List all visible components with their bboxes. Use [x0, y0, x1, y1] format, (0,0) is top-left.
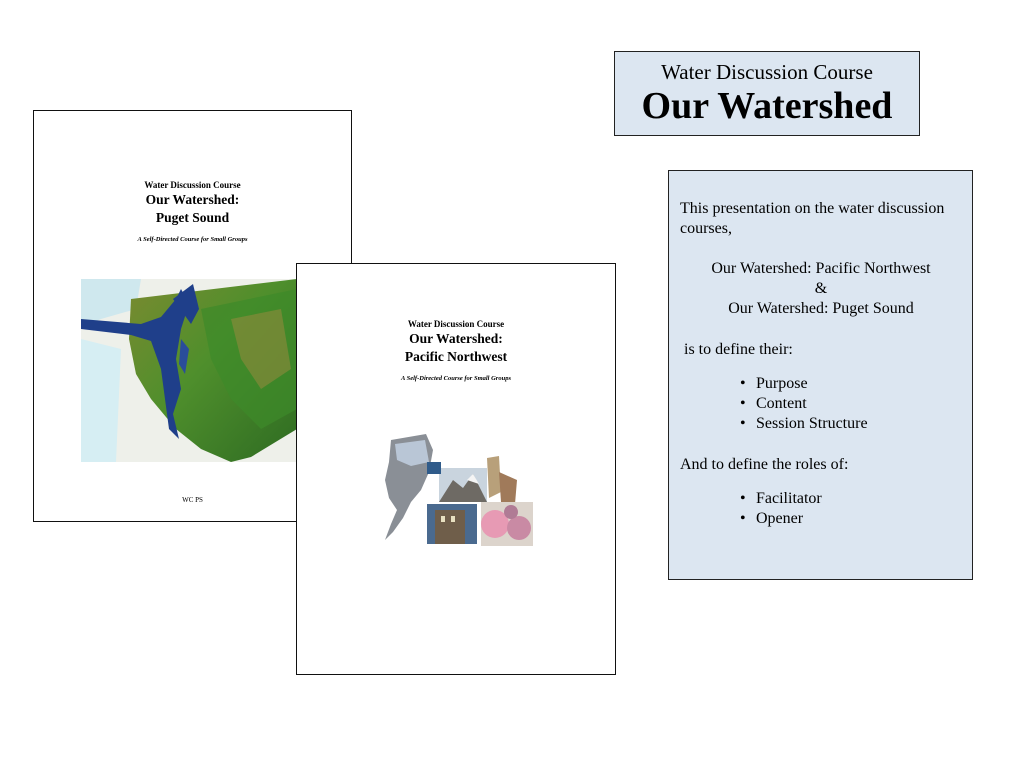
- roles-text: And to define the roles of:: [680, 456, 849, 473]
- list-item-facilitator: • Facilitator: [740, 489, 962, 509]
- cover-course-label: Water Discussion Course: [144, 180, 241, 190]
- ampersand: &: [814, 280, 828, 297]
- list-item-session-structure: • Session Structure: [740, 414, 962, 434]
- list-item-content: • Content: [740, 394, 962, 414]
- course-title: Our Watershed: [641, 85, 893, 127]
- define-text: is to define their:: [684, 341, 793, 358]
- cover-title-line1: Our Watershed:: [409, 331, 503, 346]
- cover-pacific-northwest: [296, 263, 616, 675]
- list-item-opener: • Opener: [740, 509, 962, 529]
- course-name-pnw: Our Watershed: Pacific Northwest: [711, 260, 931, 277]
- cover-footer: WC PS: [182, 496, 203, 504]
- cover-title-line2: Puget Sound: [155, 210, 230, 225]
- cover-course-label: Water Discussion Course: [407, 319, 505, 329]
- roles-list: [680, 489, 962, 529]
- pacific-northwest-collage-image: [381, 432, 537, 548]
- cover-subtitle: A Self-Directed Course for Small Groups: [401, 375, 511, 382]
- intro-text: This presentation on the water discussion courses,: [680, 200, 945, 237]
- list-item-purpose: • Purpose: [740, 374, 962, 394]
- presentation-description-box: [668, 170, 973, 580]
- course-name-puget: Our Watershed: Puget Sound: [728, 300, 914, 317]
- define-list: [680, 374, 962, 434]
- course-label: Water Discussion Course: [661, 60, 873, 84]
- cover-subtitle: A Self-Directed Course for Small Groups: [137, 236, 248, 243]
- cover-title-line2: Pacific Northwest: [404, 349, 508, 364]
- course-title-box: [614, 51, 920, 136]
- puget-sound-map-image: [81, 279, 297, 462]
- cover-title-line1: Our Watershed:: [145, 192, 240, 207]
